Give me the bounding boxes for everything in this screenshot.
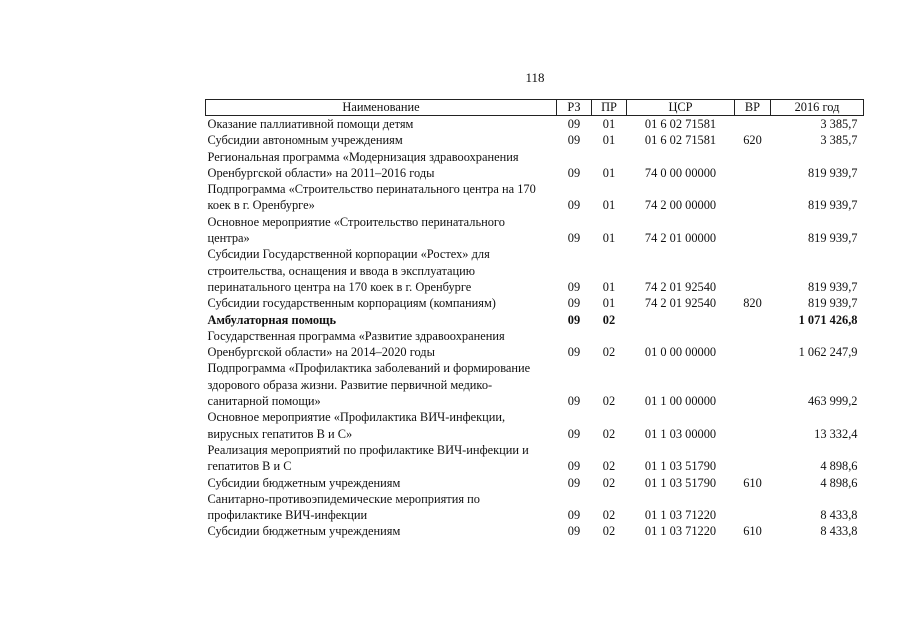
row-pr: 02 (602, 394, 616, 409)
row-sum: 819 939,7 (807, 198, 858, 213)
row-rz: 09 (567, 231, 581, 246)
row-rz: 09 (567, 117, 581, 131)
row-csr: 01 0 00 00000 (644, 345, 717, 360)
row-csr (627, 312, 735, 328)
row-pr: 01 (602, 133, 616, 148)
row-name: Региональная программа «Модернизация здравоохранения Оренбургской области» на 2011–2016 годы (207, 149, 519, 180)
row-csr: 01 1 03 51790 (644, 475, 717, 490)
row-name: Оказание паллиативной помощи детям (207, 117, 414, 131)
header-csr: ЦСР (627, 100, 735, 116)
row-rz: 09 (567, 133, 581, 148)
row-vr (735, 312, 771, 328)
budget-table (205, 99, 864, 540)
row-vr (735, 149, 771, 182)
row-sum: 4 898,6 (820, 475, 858, 490)
row-name: Амбулаторная помощь (207, 312, 337, 327)
row-pr: 01 (602, 279, 616, 294)
row-csr: 01 1 03 51790 (644, 459, 717, 474)
table-row (206, 295, 864, 311)
row-rz: 09 (567, 279, 581, 294)
row-sum: 819 939,7 (807, 279, 858, 294)
row-name: Субсидии бюджетным учреждениям (207, 524, 401, 539)
row-csr: 01 1 00 00000 (644, 394, 717, 409)
header-pr: ПР (592, 100, 627, 116)
table-row (206, 116, 864, 133)
row-sum: 1 062 247,9 (798, 345, 858, 360)
row-name: Основное мероприятие «Профилактика ВИЧ-инфекции, вирусных гепатитов В и С» (207, 410, 506, 441)
row-pr: 01 (602, 165, 616, 180)
row-rz: 09 (567, 296, 581, 311)
table-row (206, 246, 864, 295)
row-name: Субсидии бюджетным учреждениям (207, 475, 401, 490)
row-vr: 820 (743, 296, 762, 311)
row-name: Субсидии автономным учреждениям (207, 133, 403, 148)
row-pr: 01 (602, 198, 616, 213)
row-pr: 01 (602, 117, 616, 131)
row-csr: 01 1 03 71220 (644, 508, 717, 523)
row-csr: 74 2 01 92540 (644, 279, 717, 294)
row-vr (735, 181, 771, 214)
row-rz: 09 (567, 475, 581, 490)
row-csr: 01 6 02 71581 (644, 117, 717, 131)
row-vr: 620 (743, 133, 762, 148)
row-vr (735, 491, 771, 524)
row-vr (735, 214, 771, 247)
row-vr: 610 (743, 475, 762, 490)
row-rz: 09 (567, 508, 581, 523)
row-rz: 09 (567, 426, 581, 441)
row-vr: 610 (743, 524, 762, 539)
table-row (206, 442, 864, 475)
row-sum: 3 385,7 (820, 133, 858, 148)
table-row (206, 132, 864, 148)
page-number: 118 (525, 70, 545, 85)
table-row (206, 312, 864, 328)
table-row (206, 409, 864, 442)
row-name: Основное мероприятие «Строительство перинатального центра» (207, 214, 505, 246)
row-name: Реализация мероприятий по профилактике ВИЧ-инфекции и гепатитов В и С (207, 442, 529, 474)
row-sum: 819 939,7 (807, 165, 858, 180)
row-sum: 463 999,2 (807, 394, 858, 409)
table-row (206, 214, 864, 247)
row-sum: 3 385,7 (820, 117, 858, 131)
row-csr: 01 1 03 71220 (644, 524, 717, 539)
row-vr (735, 328, 771, 361)
row-sum: 819 939,7 (807, 296, 858, 311)
row-vr (735, 116, 771, 133)
row-pr: 02 (602, 345, 616, 360)
row-name: Государственная программа «Развитие здравоохранения Оренбургской области» на 2014–2020 годы (207, 328, 505, 360)
table-body (206, 116, 864, 540)
row-vr (735, 246, 771, 295)
header-vr: ВР (735, 100, 771, 116)
row-rz: 09 (567, 394, 581, 409)
row-sum: 1 071 426,8 (798, 312, 858, 327)
row-sum: 8 433,8 (820, 524, 858, 539)
row-csr: 74 0 00 00000 (644, 165, 717, 180)
row-csr: 74 2 01 00000 (644, 231, 717, 246)
header-rz: РЗ (557, 100, 592, 116)
row-rz: 09 (567, 459, 581, 474)
row-rz: 09 (567, 345, 581, 360)
row-csr: 01 6 02 71581 (644, 133, 717, 148)
row-rz: 09 (567, 165, 581, 180)
row-sum: 4 898,6 (820, 459, 858, 474)
table-row (206, 328, 864, 361)
table-row (206, 149, 864, 182)
row-csr: 74 2 00 00000 (644, 198, 717, 213)
row-pr: 02 (602, 508, 616, 523)
row-vr (735, 360, 771, 409)
row-name: Подпрограмма «Строительство перинатального центра на 170 коек в г. Оренбурге» (207, 182, 536, 213)
table-row (206, 181, 864, 214)
row-vr (735, 409, 771, 442)
row-csr: 01 1 03 00000 (644, 426, 717, 441)
row-rz: 09 (567, 198, 581, 213)
row-name: Подпрограмма «Профилактика заболеваний и формирование здорового образа жизни. Развитие первичной медико- санитарной помощи» (207, 361, 531, 409)
row-name: Субсидии Государственной корпорации «Ростех» для строительства, оснащения и ввода в эксплуатацию перинатального центра на 170 коек в г. Оренбурге (207, 247, 490, 294)
row-pr: 02 (602, 312, 616, 327)
row-sum: 8 433,8 (820, 508, 858, 523)
header-name: Наименование (206, 100, 557, 116)
row-pr: 02 (602, 459, 616, 474)
row-pr: 02 (602, 524, 616, 539)
row-rz: 09 (567, 524, 581, 539)
row-pr: 02 (602, 475, 616, 490)
table-row (206, 523, 864, 539)
row-rz: 09 (567, 312, 581, 327)
table-row (206, 491, 864, 524)
row-sum: 13 332,4 (814, 426, 858, 441)
header-year: 2016 год (771, 100, 864, 116)
row-csr: 74 2 01 92540 (644, 296, 717, 311)
table-row (206, 360, 864, 409)
table-header (206, 100, 864, 116)
row-name: Санитарно-противоэпидемические мероприятия по профилактике ВИЧ-инфекции (207, 491, 480, 523)
row-sum: 819 939,7 (807, 231, 858, 246)
table-row (206, 475, 864, 491)
row-pr: 01 (602, 296, 616, 311)
row-name: Субсидии государственным корпорациям (компаниям) (207, 296, 496, 311)
row-pr: 02 (602, 426, 616, 441)
row-vr (735, 442, 771, 475)
row-pr: 01 (602, 231, 616, 246)
